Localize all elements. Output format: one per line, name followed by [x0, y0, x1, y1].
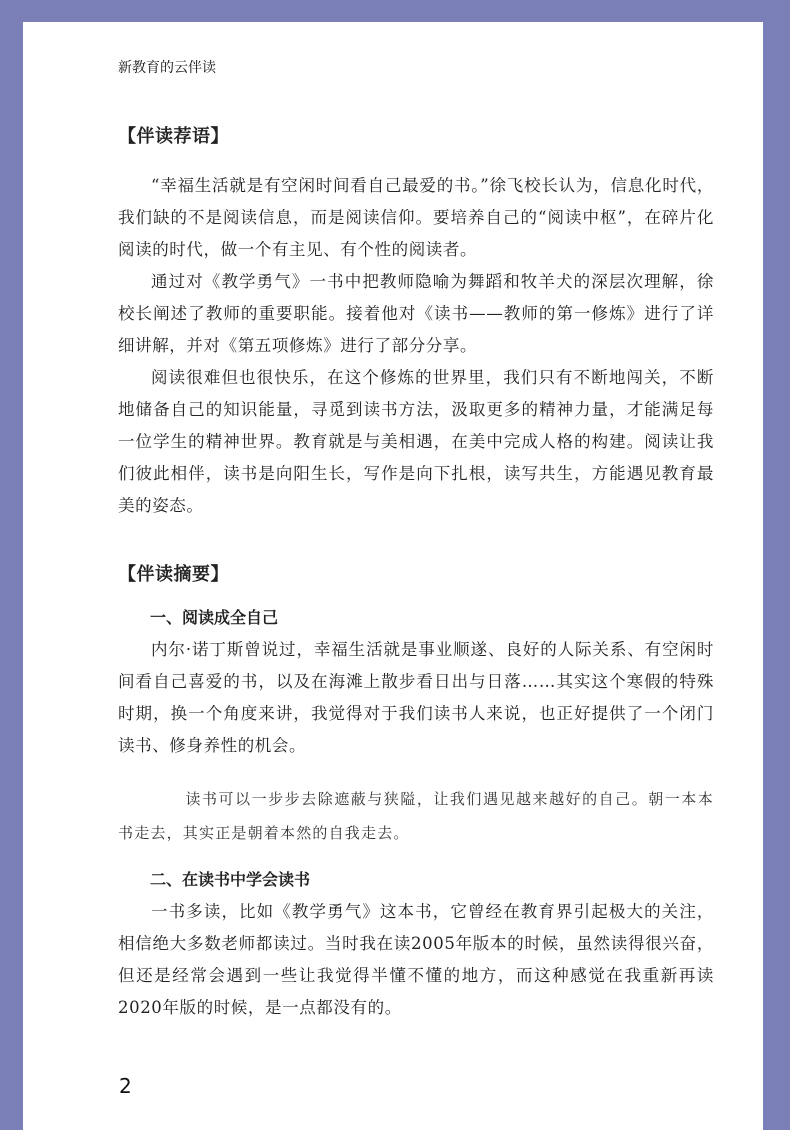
- page-content: [118, 122, 714, 1024]
- recommendation-paragraph-3: 阅读很难但也很快乐，在这个修炼的世界里，我们只有不断地闯关，不断地储备自己的知识能量，寻觅到读书方法，汲取更多的精神力量，才能满足每一位学生的精神世界。教育就是与美相遇，在美中完成人格的构建。阅读让我们彼此相伴，读书是向阳生长，写作是向下扎根，读写共生，方能遇见教育最美的姿态。: [118, 368, 714, 515]
- subheading-learn-to-read: 二、在读书中学会读书: [150, 870, 311, 889]
- summary-paragraph-2: 一书多读，比如《教学勇气》这本书，它曾经在教育界引起极大的关注，相信绝大多数老师都读过。当时我在读2005年版本的时候，虽然读得很兴奋，但还是经常会遇到一些让我觉得半懂不懂的地方，而这种感觉在我重新再读2020年版的时候，是一点都没有的。: [118, 902, 714, 1017]
- recommendation-paragraph-2: 通过对《教学勇气》一书中把教师隐喻为舞蹈和牧羊犬的深层次理解，徐校长阐述了教师的重要职能。接着他对《读书——教师的第一修炼》进行了详细讲解，并对《第五项修炼》进行了部分分享。: [118, 272, 714, 355]
- pull-quote: 读书可以一步步去除遮蔽与狭隘，让我们遇见越来越好的自己。朝一本本书走去，其实正是朝着本然的自我走去。: [118, 790, 714, 842]
- section-heading-recommendation: 【伴读荐语】: [118, 126, 229, 147]
- section-heading-summary: 【伴读摘要】: [118, 564, 229, 585]
- recommendation-paragraph-1: “幸福生活就是有空闲时间看自己最爱的书。”徐飞校长认为，信息化时代，我们缺的不是阅读信息，而是阅读信仰。要培养自己的“阅读中枢”，在碎片化阅读的时代，做一个有主见、有个性的阅读者。: [118, 176, 714, 259]
- book-page: [23, 22, 763, 1130]
- summary-paragraph-1: 内尔·诺丁斯曾说过，幸福生活就是事业顺遂、良好的人际关系、有空闲时间看自己喜爱的书，以及在海滩上散步看日出与日落……其实这个寒假的特殊时期，换一个角度来讲，我觉得对于我们读书人来说，也正好提供了一个闭门读书、修身养性的机会。: [118, 640, 714, 755]
- subheading-reading-fulfills-self: 一、阅读成全自己: [150, 608, 279, 627]
- page-number: 2: [119, 1074, 132, 1098]
- running-head: 新教育的云伴读: [118, 60, 216, 76]
